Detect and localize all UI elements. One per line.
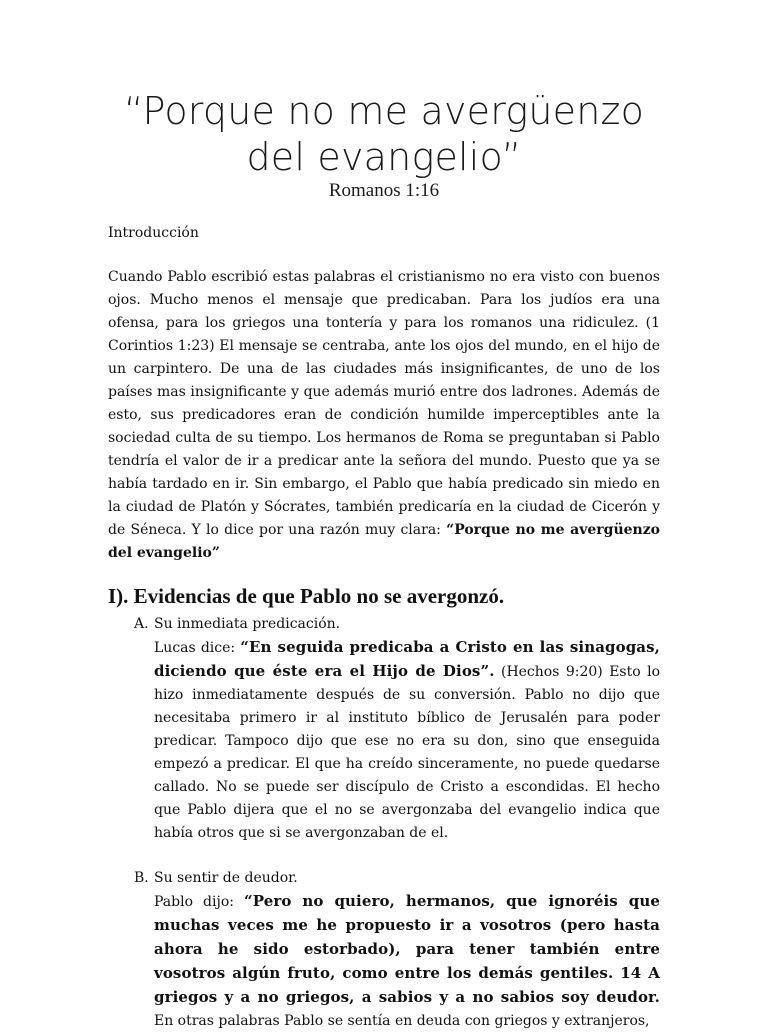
intro-text: Cuando Pablo escribió estas palabras el cristianismo no era visto con buenos ojos. Mucho menos el mensaje que predicaban. Para los judíos era una ofensa, para los griegos una tontería y para los romanos una ridiculez. (1 Corintios 1:23) El mensaje se centraba, ante los ojos del mundo, en el hijo de un carpintero. De una de las ciudades más insignificantes, de uno de los países mas insignificante y que además murió entre dos ladrones. Además de esto, sus predicadores eran de condición humilde imperceptibles ante la sociedad culta de su tiempo. Los hermanos de Roma se preguntaban si Pablo tendría el valor de ir a predicar ante la señora del mundo. Puesto que ya se había tardado en ir. Sin embargo, el Pablo que había predicado sin miedo en la ciudad de Platón y Sócrates, también predicaría en la ciudad de Cicerón y de Séneca. Y lo dice por una razón muy clara: <box>108 269 660 538</box>
item-lead: Lucas dice: <box>154 640 241 656</box>
document-title <box>108 0 660 180</box>
item-title: Su sentir de deudor. <box>154 870 298 886</box>
intro-emphasis: “Porque no me avergüenzo del evangelio” <box>108 522 660 561</box>
item-after: En otras palabras Pablo se sentía en deuda con griegos y extranjeros, <box>154 1013 650 1029</box>
list-item <box>108 613 660 845</box>
intro-paragraph <box>108 266 660 565</box>
item-after: (Hechos 9:20) Esto lo hizo inmediatamente después de su conversión. Pablo no dijo que necesitaba primero ir al instituto bíblico de Jerusalén para poder predicar. Tampoco dijo que ese no era su don, sino que enseguida empezó a predicar. El que ha creído sinceramente, no puede quedarse callado. No se puede ser discípulo de Cristo a escondidas. El hecho que Pablo dijera que el no se avergonzaba del evangelio indica que había otros que si se avergonzaban de el. <box>154 664 661 841</box>
item-body <box>154 890 660 1033</box>
title-line-2: del evangelio” <box>246 135 522 179</box>
intro-label: Introducción <box>108 225 199 241</box>
section-heading: I). Evidencias de que Pablo no se avergonzó. <box>108 584 505 608</box>
scripture-reference: Romanos 1:16 <box>328 180 440 201</box>
item-body <box>154 636 660 845</box>
item-marker: A. <box>134 616 149 632</box>
item-quote: “Pero no quiero, hermanos, que ignoréis que muchas veces me he propuesto ir a vosotros (pero hasta ahora he sido estorbado), para tener también entre vosotros algún fruto, como entre los demás gentiles. 14 A griegos y a no griegos, a sabios y a no sabios soy deudor. <box>154 892 660 1006</box>
list-item <box>108 867 660 1033</box>
evidence-list <box>108 613 660 1033</box>
item-lead: Pablo dijo: <box>154 894 245 910</box>
item-title: Su inmediata predicación. <box>154 616 341 632</box>
title-line-1: “Porque no me avergüenzo <box>123 89 645 133</box>
item-marker: B. <box>134 870 149 886</box>
item-quote: “En seguida predicaba a Cristo en las sinagogas, diciendo que éste era el Hijo de Dios”. <box>154 638 660 680</box>
